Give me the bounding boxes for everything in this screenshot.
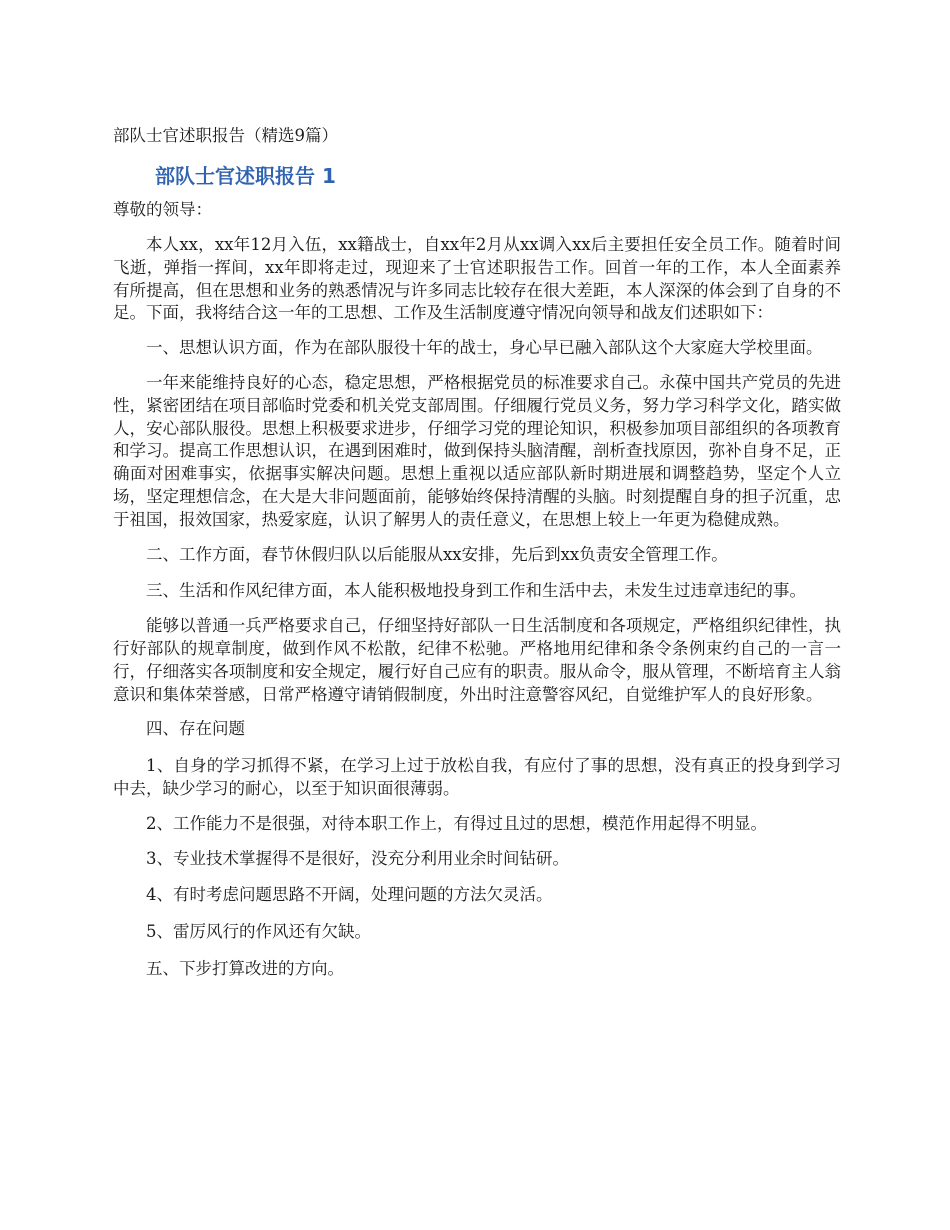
list-item-problem-3: 3、专业技术掌握得不是很好，没充分利用业余时间钻研。 xyxy=(146,848,569,868)
paragraph-work: 二、工作方面，春节休假归队以后能服从xx安排，先后到xx负责安全管理工作。 xyxy=(146,544,728,564)
document-body xyxy=(113,124,841,995)
paragraph-discipline-detail: 能够以普通一兵严格要求自己，仔细坚持好部队一日生活制度和各项规定，严格组织纪律性，执行好部队的规章制度，做到作风不松散，纪律不松驰。严格地用纪律和条令条例束约自己的一言一行，仔细落实各项制度和安全规定，履行好自己应有的职责。服从命令，服从管理，不断培育主人翁意识和集体荣誉感，日常严格遵守请销假制度，外出时注意警容风纪，自觉维护军人的良好形象。 xyxy=(113,616,841,704)
salutation: 尊敬的领导： xyxy=(113,200,212,219)
paragraph-discipline-heading: 三、生活和作风纪律方面，本人能积极地投身到工作和生活中去，未发生过违章违纪的事。 xyxy=(146,581,806,601)
paragraph-intro: 本人xx，xx年12月入伍，xx籍战士，自xx年2月从xx调入xx后主要担任安全员工作。随着时间飞逝，弹指一挥间，xx年即将走过，现迎来了士官述职报告工作。回首一年的工作，本人全面素养有所提高，但在思想和业务的熟悉情况与许多同志比较存在很大差距，本人深深的体会到了自身的不足。下面，我将结合这一年的工思想、工作及生活制度遵守情况向领导和战友们述职如下： xyxy=(113,235,841,323)
paragraph-thought-heading: 一、思想认识方面，作为在部队服役十年的战士，身心早已融入部队这个大家庭大学校里面。 xyxy=(146,338,823,358)
paragraph-improvement-heading: 五、下步打算改进的方向。 xyxy=(146,958,344,978)
list-item-problem-4: 4、有时考虑问题思路不开阔，处理问题的方法欠灵活。 xyxy=(146,885,553,905)
paragraph-problems-heading: 四、存在问题 xyxy=(146,719,245,739)
document-title: 部队士官述职报告（精选9篇） xyxy=(113,126,338,145)
list-item-problem-2: 2、工作能力不是很强，对待本职工作上，有得过且过的思想，模范作用起得不明显。 xyxy=(146,813,767,833)
section-heading: 部队士官述职报告 1 xyxy=(155,164,336,188)
list-item-problem-5: 5、雷厉风行的作风还有欠缺。 xyxy=(146,922,371,942)
list-item-problem-1: 1、自身的学习抓得不紧，在学习上过于放松自我，有应付了事的思想，没有真正的投身到学习中去，缺少学习的耐心，以至于知识面很薄弱。 xyxy=(113,756,841,798)
paragraph-thought-detail: 一年来能维持良好的心态，稳定思想，严格根据党员的标准要求自己。永葆中国共产党员的先进性，紧密团结在项目部临时党委和机关党支部周围。仔细履行党员义务，努力学习科学文化，踏实做人，安心部队服役。思想上积极要求进步，仔细学习党的理论知识，积极参加项目部组织的各项教育和学习。提高工作思想认识，在遇到困难时，做到保持头脑清醒，剖析查找原因，弥补自身不足，正确面对困难事实，依据事实解决问题。思想上重视以适应部队新时期进展和调整趋势，坚定个人立场，坚定理想信念，在大是大非问题面前，能够始终保持清醒的头脑。时刻提醒自身的担子沉重，忠于祖国，报效国家，热爱家庭，认识了解男人的责任意义，在思想上较上一年更为稳健成熟。 xyxy=(113,372,841,529)
